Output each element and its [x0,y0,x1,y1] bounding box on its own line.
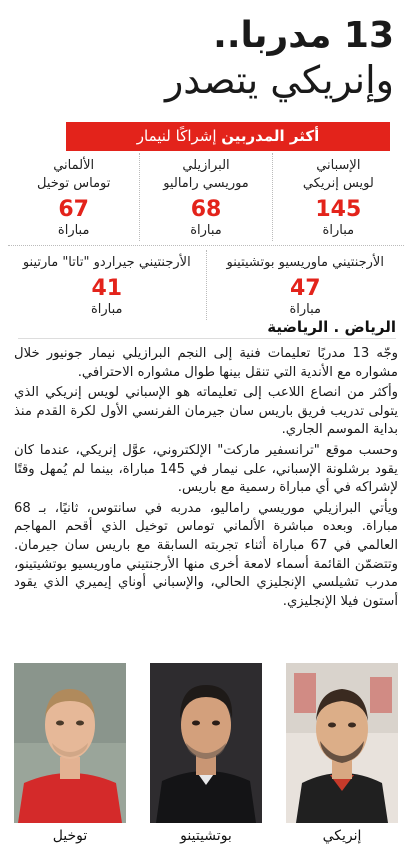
coach-name: موريسي راماليو [163,176,249,191]
coach-card-martino [8,250,206,320]
coach-card-ramalho [139,153,271,241]
banner-rest: إشراكًا لنيمار [136,127,222,145]
article-paragraph: ويأتي البرازيلي موريسي راماليو، مدربه في سانتوس، ثانيًا، بـ 68 مباراة. وبعده مباشرة الألماني توماس توخيل الذي أقحم المهاجم العالمي في 67 مباراة أثناء تجربته السابقة مع باريس سان جيرمان. وتتضمّن القائمة أسماء لامعة أخرى منها الأرجنتيني ماوريسيو بوتشيتينو، مدرب تشيلسي الإنجليزي الحالي، والإسباني أوناي إيميري الذي يقود أستون فيلا الإنجليزي. [14,500,398,609]
stats-row-2 [8,245,404,320]
coach-name: توماس توخيل [36,176,111,191]
coach-photos [14,663,398,823]
coach-name: لويس إنريكي [302,176,374,191]
coach-matches: 47 [289,276,321,301]
caption-enrique: إنريكي [322,828,362,844]
coach-matches-unit: مباراة [190,223,222,238]
article-paragraph: وأكثر من انصاع اللاعب إلى تعليماته هو الإسباني لويس إنريكي الذي يتولى تدريب فريق باريس سان جيرمان الفرنسي الأول لكرة القدم منذ بداية الموسم الجاري. [14,385,398,438]
coach-name: ماوريسيو بوتشيتينو [226,255,328,270]
coach-nationality: البرازيلي [182,158,230,173]
tuchel-photo [14,663,126,823]
coach-name: جيراردو "تاتا" مارتينو [22,255,135,270]
banner-bold: أكثر المدربين [221,127,320,145]
coach-matches: 41 [91,276,123,301]
coach-nationality-and-name [209,254,403,272]
article-paragraph: وحسب موقع "ترانسفير ماركت" الإلكتروني، عوَّل إنريكي، عندما كان يقود برشلونة الإسباني، على نيمار في 145 مباراة، بينما لم يُمهل وقتًا لإشراكه في أي مباراة رسمية مع باريس. [14,442,398,496]
coach-card-enrique [272,153,404,241]
headline-line-2: وإنريكي يتصدر [164,58,394,102]
coach-nationality: الإسباني [316,158,361,173]
coach-nationality-and-name [10,254,204,272]
coach-card-pochettino [206,250,405,320]
coach-matches-unit: مباراة [322,223,355,238]
dateline: الرياض . الرياضية [267,318,396,336]
coach-card-tuchel [8,153,139,241]
coach-matches: 145 [315,197,362,222]
stats-banner [66,122,390,151]
caption-tuchel: توخيل [52,828,88,844]
coach-matches: 67 [58,197,89,222]
stats-row-1 [8,153,404,241]
pochettino-photo [150,663,262,823]
article-paragraph: وجّه 13 مدربًا تعليمات فنية إلى النجم البرازيلي نيمار جونيور خلال مشواره مع الأندية التي تنقل بينها طوال مشواره الاحترافي. [14,346,398,380]
divider [18,338,396,339]
headline-line-1: 13 مدربا.. [213,15,394,56]
coach-stats-grid [8,153,404,320]
coach-nationality: الأرجنتيني [332,255,384,270]
enrique-photo [286,663,398,823]
headline [14,14,394,102]
coach-matches-unit: مباراة [289,302,322,317]
coach-matches-unit: مباراة [90,302,123,317]
coach-nationality: الألماني [53,158,95,173]
coach-nationality: الأرجنتيني [138,255,191,270]
coach-matches-unit: مباراة [57,223,90,238]
coach-matches: 68 [190,197,222,222]
caption-pochettino: بوتشيتينو [180,828,232,844]
article-body [14,345,398,613]
